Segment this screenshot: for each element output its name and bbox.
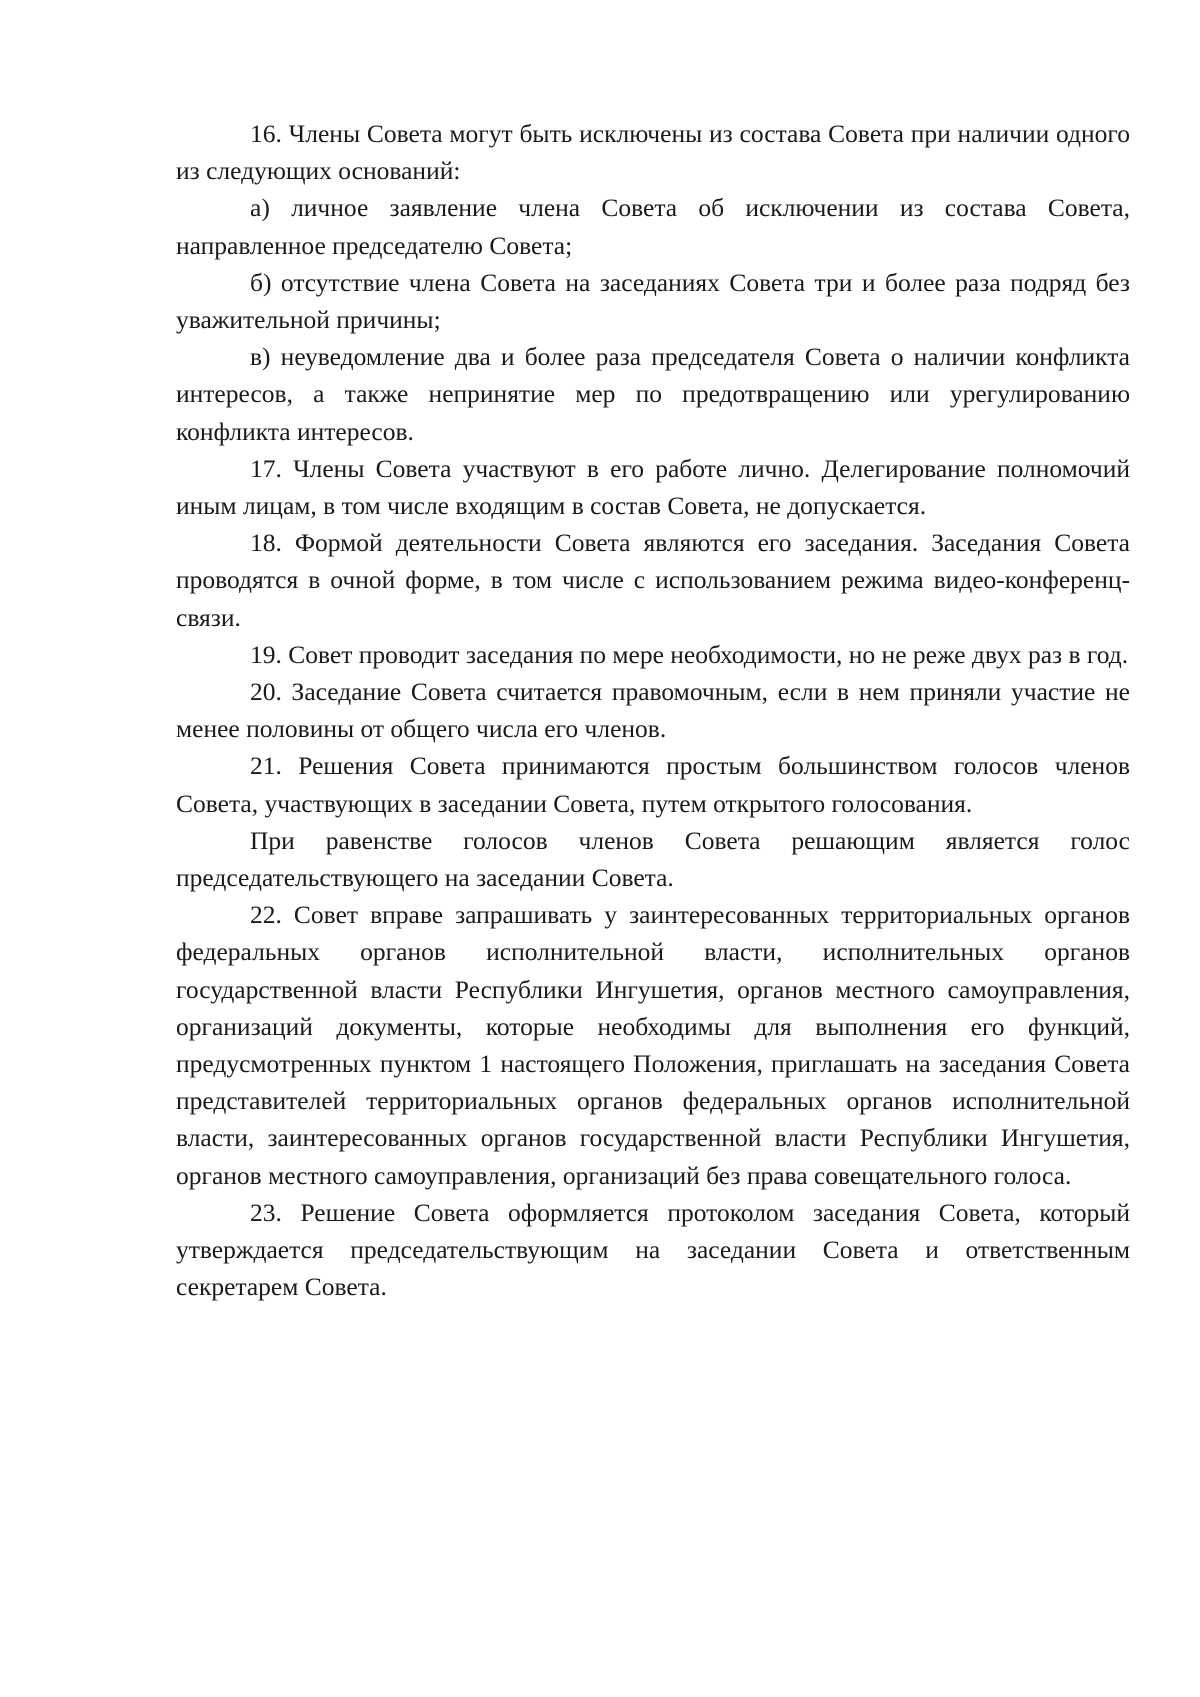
paragraph-17: 17. Члены Совета участвуют в его работе лично. Делегирование полномочий иным лицам, в том числе входящим в состав Совета, не допускается. [176, 453, 1130, 521]
document-body [176, 115, 1130, 1306]
paragraph-16: 16. Члены Совета могут быть исключены из состава Совета при наличии одного из следующих оснований: [176, 119, 1130, 186]
paragraph-18: 18. Формой деятельности Совета являются его заседания. Заседания Совета проводятся в очной форме, в том числе с использованием режима видео-конференц-связи. [176, 528, 1130, 632]
paragraph-16-v: в) неуведомление два и более раза председателя Совета о наличии конфликта интересов, а также непринятие мер по предотвращению или урегулированию конфликта интересов. [176, 342, 1130, 446]
paragraph-16-b: б) отсутствие члена Совета на заседаниях Совета три и более раза подряд без уважительной причины; [176, 267, 1130, 335]
paragraph-19: 19. Совет проводит заседания по мере необходимости, но не реже двух раз в год. [250, 639, 1129, 669]
paragraph-23: 23. Решение Совета оформляется протоколом заседания Совета, который утверждается председательствующим на заседании Совета и ответственным секретарем Совета. [176, 1197, 1130, 1302]
paragraph-21-tie: При равенстве голосов членов Совета решающим является голос председательствующего на заседании Совета. [176, 825, 1130, 893]
paragraph-20: 20. Заседание Совета считается правомочным, если в нем приняли участие не менее половины от общего числа его членов. [176, 677, 1130, 744]
paragraph-22: 22. Совет вправе запрашивать у заинтересованных территориальных органов федеральных органов исполнительной власти, исполнительных органов государственной власти Республики Ингушетия, органов местного самоуправления, организаций документы, которые необходимы для выполнения его функций, предусмотренных пунктом 1 настоящего Положения, приглашать на заседания Совета представителей территориальных органов федеральных органов исполнительной власти, заинтересованных органов государственной власти Республики Ингушетия, органов местного самоуправления, организаций без права совещательного голоса. [176, 900, 1130, 1190]
paragraph-21: 21. Решения Совета принимаются простым большинством голосов членов Совета, участвующих в заседании Совета, путем открытого голосования. [176, 751, 1130, 818]
paragraph-16-a: а) личное заявление члена Совета об исключении из состава Совета, направленное председателю Совета; [176, 193, 1130, 260]
